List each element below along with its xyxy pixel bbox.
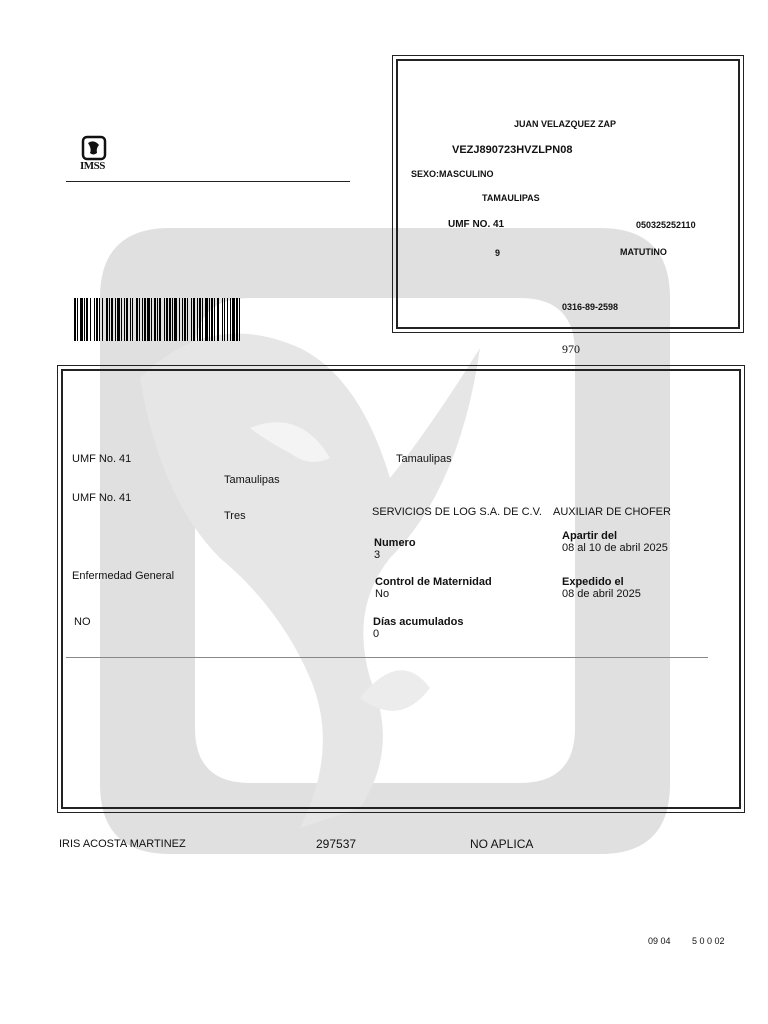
- umf-field-1: UMF No. 41: [72, 453, 132, 465]
- job-title: AUXILIAR DE CHOFER: [553, 506, 671, 518]
- doctor-matricula: 297537: [316, 837, 357, 851]
- barcode-bar: [109, 298, 110, 341]
- employer: SERVICIOS DE LOG S.A. DE C.V.: [372, 506, 542, 518]
- state-field-1: Tamaulipas: [396, 453, 452, 465]
- barcode-bar: [199, 298, 201, 341]
- barcode-bar: [164, 298, 165, 341]
- barcode-bar: [239, 298, 240, 341]
- barcode-bar: [80, 298, 83, 341]
- barcode-bar: [124, 298, 125, 341]
- patient-consultorio: 9: [495, 248, 501, 258]
- barcode: [74, 298, 356, 341]
- footer-code-b: 5 0 0 02: [692, 936, 725, 946]
- barcode-bar: [179, 298, 180, 341]
- barcode-bar: [139, 298, 140, 341]
- barcode-bar: [96, 298, 98, 341]
- barcode-bar: [197, 298, 198, 341]
- barcode-bar: [74, 298, 76, 341]
- barcode-bar: [86, 298, 88, 341]
- barcode-bar: [202, 298, 203, 341]
- acumulados-label: Días acumulados: [373, 616, 464, 628]
- numero-label: Numero: [374, 537, 416, 549]
- barcode-bar: [205, 298, 208, 341]
- barcode-bar: [166, 298, 168, 341]
- barcode-bar: [106, 298, 108, 341]
- patient-curp: VEZJ890723HVZLPN08: [452, 144, 573, 156]
- barcode-bar: [157, 298, 158, 341]
- barcode-bar: [84, 298, 85, 341]
- barcode-bar: [227, 298, 228, 341]
- riesgo-value: NO: [74, 616, 91, 628]
- footer-code-a: 09 04: [648, 936, 671, 946]
- maternidad-label: Control de Maternidad: [375, 576, 492, 588]
- folio-code: 970: [562, 342, 580, 356]
- barcode-bar: [184, 298, 186, 341]
- acumulados-block: [373, 616, 463, 640]
- barcode-bar: [159, 298, 161, 341]
- footer-note: NO APLICA: [470, 837, 534, 851]
- barcode-bar: [154, 298, 156, 341]
- barcode-bar: [230, 298, 231, 341]
- numero-value: 3: [374, 549, 381, 561]
- barcode-bar: [236, 298, 238, 341]
- days-text: Tres: [224, 510, 246, 522]
- expedido-block: [562, 576, 641, 600]
- barcode-bar: [117, 298, 120, 341]
- barcode-bar: [187, 298, 188, 341]
- patient-state: TAMAULIPAS: [482, 193, 540, 203]
- apartir-label: Apartir del: [562, 530, 618, 542]
- patient-nss: 050325252110: [636, 220, 696, 230]
- barcode-bar: [222, 298, 223, 341]
- logo-text: IMSS: [80, 160, 105, 172]
- barcode-bar: [174, 298, 177, 341]
- certificate-divider: [66, 657, 708, 658]
- barcode-bar: [214, 298, 215, 341]
- barcode-bar: [172, 298, 173, 341]
- maternidad-block: [375, 576, 492, 600]
- barcode-bar: [169, 298, 171, 341]
- patient-name: JUAN VELAZQUEZ ZAP: [514, 119, 617, 129]
- header-rule: [66, 181, 350, 182]
- barcode-bar: [132, 298, 133, 341]
- umf-field-2: UMF No. 41: [72, 492, 132, 504]
- acumulados-value: 0: [373, 628, 380, 640]
- barcode-bar: [121, 298, 122, 341]
- barcode-bar: [224, 298, 225, 341]
- state-field-2: Tamaulipas: [224, 474, 280, 486]
- barcode-bar: [111, 298, 113, 341]
- patient-turno: MATUTINO: [620, 247, 667, 257]
- barcode-bar: [151, 298, 152, 341]
- barcode-bar: [211, 298, 213, 341]
- barcode-bar: [130, 298, 131, 341]
- patient-umf: UMF NO. 41: [448, 219, 505, 230]
- maternidad-value: No: [375, 588, 390, 600]
- barcode-bar: [136, 298, 138, 341]
- barcode-bar: [77, 298, 78, 341]
- barcode-bar: [94, 298, 95, 341]
- barcode-bar: [217, 298, 219, 341]
- apartir-block: [562, 530, 668, 554]
- expedido-value: 08 de abril 2025: [562, 588, 641, 600]
- barcode-bar: [126, 298, 128, 341]
- barcode-bar: [90, 298, 91, 341]
- expedido-label: Expedido el: [562, 576, 624, 588]
- barcode-bar: [147, 298, 150, 341]
- barcode-bar: [191, 298, 192, 341]
- barcode-bar: [142, 298, 143, 341]
- barcode-bar: [193, 298, 195, 341]
- barcode-bar: [209, 298, 210, 341]
- doctor-name: IRIS ACOSTA MARTINEZ: [59, 838, 186, 850]
- barcode-bar: [232, 298, 235, 341]
- apartir-value: 08 al 10 de abril 2025: [562, 542, 668, 554]
- patient-phone: 0316-89-2598: [562, 302, 619, 312]
- barcode-bar: [102, 298, 103, 341]
- barcode-bar: [99, 298, 100, 341]
- patient-sex: SEXO:MASCULINO: [411, 169, 494, 179]
- ramo-seguro: Enfermedad General: [72, 570, 175, 582]
- id-box: [396, 59, 740, 329]
- numero-block: [374, 537, 416, 561]
- barcode-bar: [144, 298, 146, 341]
- barcode-bar: [115, 298, 116, 341]
- barcode-bar: [182, 298, 183, 341]
